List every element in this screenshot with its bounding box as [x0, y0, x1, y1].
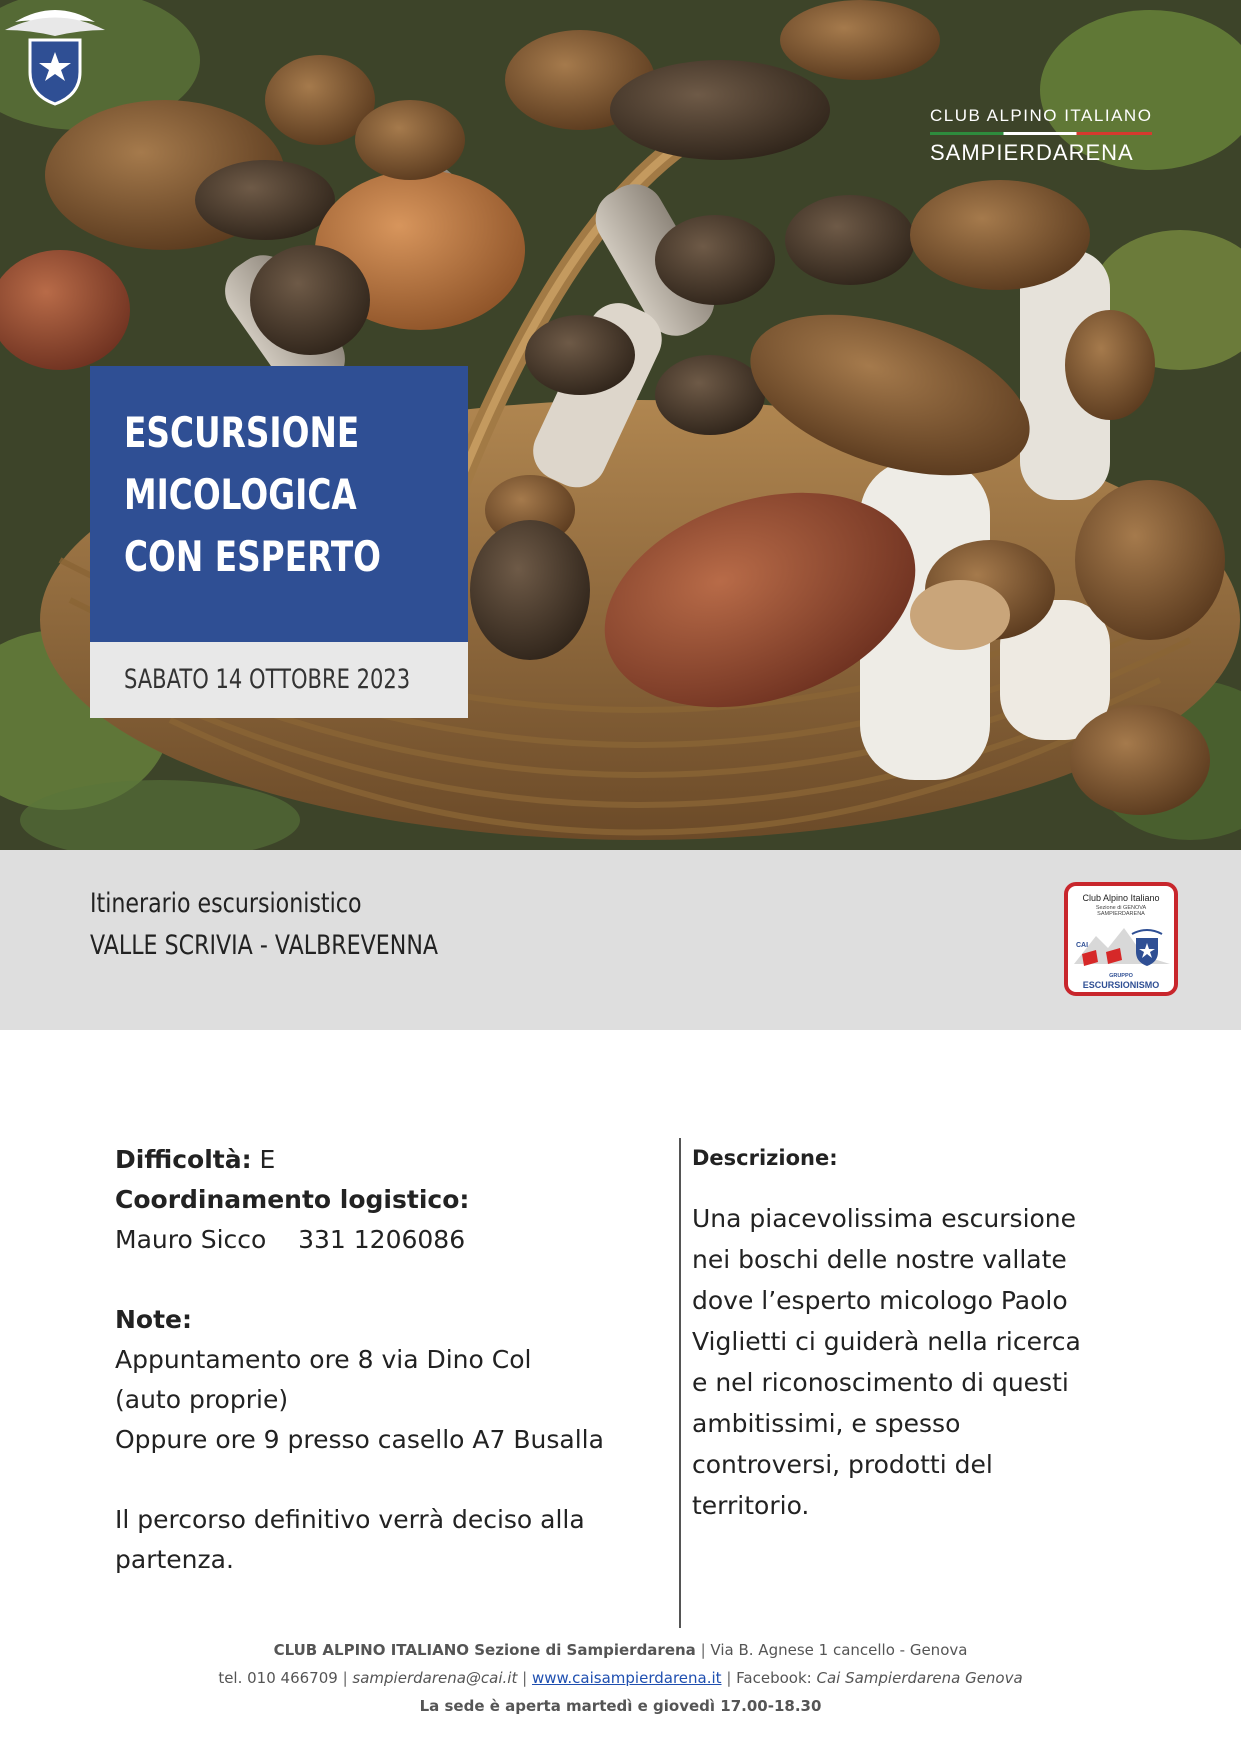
description-line: controversi, prodotti del: [692, 1450, 993, 1479]
event-title-line: MICOLOGICA: [124, 470, 357, 519]
details-column: [115, 1140, 675, 1580]
footer-address: Via B. Agnese 1 cancello - Genova: [710, 1641, 968, 1659]
badge-title: Club Alpino Italiano: [1082, 893, 1160, 903]
event-title-line: ESCURSIONE: [124, 408, 360, 457]
notes-label: Note:: [115, 1305, 193, 1334]
badge-escursionismo-label: ESCURSIONISMO: [1082, 980, 1160, 990]
footer-line-2: [0, 1664, 1241, 1692]
footer-separator: |: [726, 1669, 732, 1687]
itinerary-value: VALLE SCRIVIA - VALBREVENNA: [90, 930, 439, 961]
footer-facebook-label: Facebook:: [736, 1669, 812, 1687]
footer-separator: |: [700, 1641, 706, 1659]
difficulty-label: Difficoltà:: [115, 1145, 252, 1174]
final-note-line: Il percorso definitivo verrà deciso alla: [115, 1505, 585, 1534]
event-title-line: CON ESPERTO: [124, 532, 382, 581]
notes-line: Appuntamento ore 8 via Dino Col: [115, 1345, 532, 1374]
description-column: [692, 1140, 1132, 1526]
cai-eagle-logo-icon: [0, 0, 110, 110]
footer-email[interactable]: sampierdarena@cai.it: [352, 1669, 518, 1687]
gruppo-escursionismo-badge: [1064, 882, 1178, 996]
coordinator-row: [115, 1220, 675, 1260]
hero-photo: [0, 0, 1241, 850]
footer-separator: |: [342, 1669, 348, 1687]
notes-line: (auto proprie): [115, 1385, 289, 1414]
final-note-line: partenza.: [115, 1545, 234, 1574]
column-divider: [679, 1138, 681, 1628]
footer-org: CLUB ALPINO ITALIANO Sezione di Sampierdarena: [273, 1641, 696, 1659]
difficulty-row: [115, 1140, 675, 1180]
badge-gruppo-label: GRUPPO: [1109, 973, 1133, 979]
itinerary-label: Itinerario escursionistico: [90, 888, 362, 919]
notes-line: Oppure ore 9 presso casello A7 Busalla: [115, 1425, 604, 1454]
description-line: e nel riconoscimento di questi: [692, 1368, 1069, 1397]
footer-line-1: [0, 1636, 1241, 1664]
badge-subtitle-line: SAMPIERDARENA: [1097, 911, 1145, 917]
footer-facebook-name[interactable]: Cai Sampierdarena Genova: [816, 1669, 1023, 1687]
badge-cai-label: CAI: [1076, 942, 1089, 949]
footer-phone: tel. 010 466709: [218, 1669, 338, 1687]
description-body: [692, 1198, 1132, 1526]
description-line: ambitissimi, e spesso: [692, 1409, 961, 1438]
badge-subtitle-line: Sezione di GENOVA: [1095, 905, 1147, 911]
description-line: territorio.: [692, 1491, 810, 1520]
coordination-label: Coordinamento logistico:: [115, 1185, 470, 1214]
footer: [0, 1636, 1241, 1720]
footer-website-link[interactable]: www.caisampierdarena.it: [531, 1669, 722, 1687]
description-line: Una piacevolissima escursione: [692, 1204, 1077, 1233]
tricolor-rule: [930, 132, 1152, 135]
footer-separator: |: [522, 1669, 528, 1687]
difficulty-value: E: [251, 1145, 276, 1174]
event-date: SABATO 14 OTTOBRE 2023: [124, 664, 411, 695]
coordinator-phone: 331 1206086: [298, 1225, 466, 1254]
org-name: CLUB ALPINO ITALIANO: [930, 106, 1153, 125]
footer-hours: La sede è aperta martedì e giovedì 17.00-18.30: [419, 1697, 822, 1715]
description-line: Viglietti ci guiderà nella ricerca: [692, 1327, 1081, 1356]
description-label: Descrizione:: [692, 1146, 838, 1170]
description-line: nei boschi delle nostre vallate: [692, 1245, 1067, 1274]
event-title: [124, 402, 389, 588]
description-line: dove l’esperto micologo Paolo: [692, 1286, 1068, 1315]
coordinator-name: Mauro Sicco: [115, 1225, 267, 1254]
mountain-flags-icon: [1074, 916, 1170, 971]
org-section: SAMPIERDARENA: [930, 140, 1134, 165]
